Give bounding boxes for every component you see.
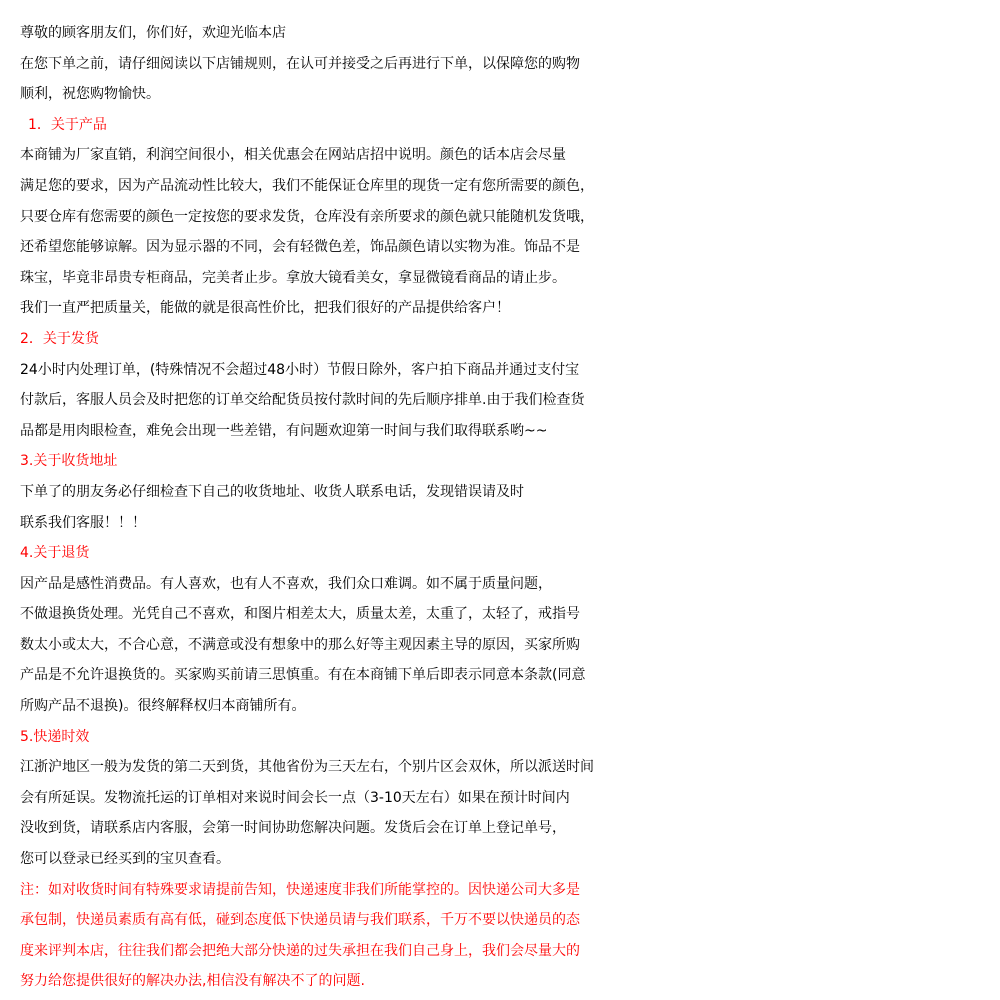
section-text-line: 满足您的要求，因为产品流动性比较大，我们不能保证仓库里的现货一定有您所需要的颜色， <box>20 177 594 194</box>
store-rules-document <box>20 18 985 997</box>
section-text-line: 品都是用肉眼检查，难免会出现一些差错，有问题欢迎第一时间与我们取得联系哟~~ <box>20 422 548 439</box>
section-text-line: 产品是不允许退换货的。买家购买前请三思慎重。有在本商铺下单后即表示同意本条款(同意 <box>20 667 586 684</box>
greeting-line: 尊敬的顾客朋友们，你们好，欢迎光临本店 <box>20 25 286 41</box>
section-text-line: 您可以登录已经买到的宝贝查看。 <box>20 851 230 868</box>
section-text-line: 下单了的朋友务必仔细检查下自己的收货地址、收货人联系电话，发现错误请及时 <box>20 483 524 500</box>
note-line: 注：如对收货时间有特殊要求请提前告知，快递速度非我们所能掌控的。因快递公司大多是 <box>20 881 580 898</box>
section-text-line: 没收到货，请联系店内客服，会第一时间协助您解决问题。发货后会在订单上登记单号， <box>20 820 566 837</box>
section-heading: 3.关于收货地址 <box>20 453 118 470</box>
section-heading: 2．关于发货 <box>20 330 99 347</box>
section-text-line: 本商铺为厂家直销，利润空间很小，相关优惠会在网站店招中说明。颜色的话本店会尽量 <box>20 147 566 164</box>
section-address <box>20 446 985 538</box>
section-heading: 1．关于产品 <box>28 116 107 133</box>
greeting-line: 顺利，祝您购物愉快。 <box>20 86 160 103</box>
greeting-line: 在您下单之前，请仔细阅读以下店铺规则，在认可并接受之后再进行下单，以保障您的购物 <box>20 55 580 72</box>
greeting-block <box>20 18 985 110</box>
section-text-line: 联系我们客服！！！ <box>20 514 146 531</box>
section-shipping <box>20 324 985 446</box>
section-products <box>20 110 985 324</box>
section-text-line: 会有所延误。发物流托运的订单相对来说时间会长一点（3-10天左右）如果在预计时间内 <box>20 789 570 806</box>
section-text-line: 我们一直严把质量关，能做的就是很高性价比，把我们很好的产品提供给客户！ <box>20 300 510 317</box>
red-note-block <box>20 875 985 997</box>
note-line: 度来评判本店，往往我们都会把绝大部分快递的过失承担在我们自己身上，我们会尽量大的 <box>20 942 580 959</box>
note-line: 承包制，快递员素质有高有低，碰到态度低下快递员请与我们联系，千万不要以快递员的态 <box>20 912 580 929</box>
section-text-line: 只要仓库有您需要的颜色一定按您的要求发货，仓库没有亲所要求的颜色就只能随机发货哦， <box>20 208 594 225</box>
section-text-line: 所购产品不退换)。很终解释权归本商铺所有。 <box>20 698 306 715</box>
section-heading: 4.关于退货 <box>20 545 90 562</box>
note-line: 努力给您提供很好的解决办法,相信没有解决不了的问题. <box>20 973 365 990</box>
section-text-line: 不做退换货处理。光凭自己不喜欢，和图片相差太大，质量太差，太重了，太轻了，戒指号 <box>20 606 580 623</box>
section-returns <box>20 538 985 722</box>
section-text-line: 珠宝，毕竟非昂贵专柜商品，完美者止步。拿放大镜看美女，拿显微镜看商品的请止步。 <box>20 269 566 286</box>
section-text-line: 24小时内处理订单，(特殊情况不会超过48小时）节假日除外，客户拍下商品并通过支付宝 <box>20 361 580 378</box>
section-text-line: 因产品是感性消费品。有人喜欢，也有人不喜欢，我们众口难调。如不属于质量问题， <box>20 575 552 592</box>
section-text-line: 还希望您能够谅解。因为显示器的不同，会有轻微色差，饰品颜色请以实物为准。饰品不是 <box>20 239 580 256</box>
section-text-line: 付款后，客服人员会及时把您的订单交给配货员按付款时间的先后顺序排单.由于我们检查货 <box>20 392 585 409</box>
section-heading: 5.快递时效 <box>20 728 90 745</box>
section-text-line: 江浙沪地区一般为发货的第二天到货，其他省份为三天左右，个别片区会双休，所以派送时间 <box>20 759 594 776</box>
section-delivery-time <box>20 722 985 875</box>
section-text-line: 数太小或太大，不合心意，不满意或没有想象中的那么好等主观因素主导的原因，买家所购 <box>20 636 580 653</box>
